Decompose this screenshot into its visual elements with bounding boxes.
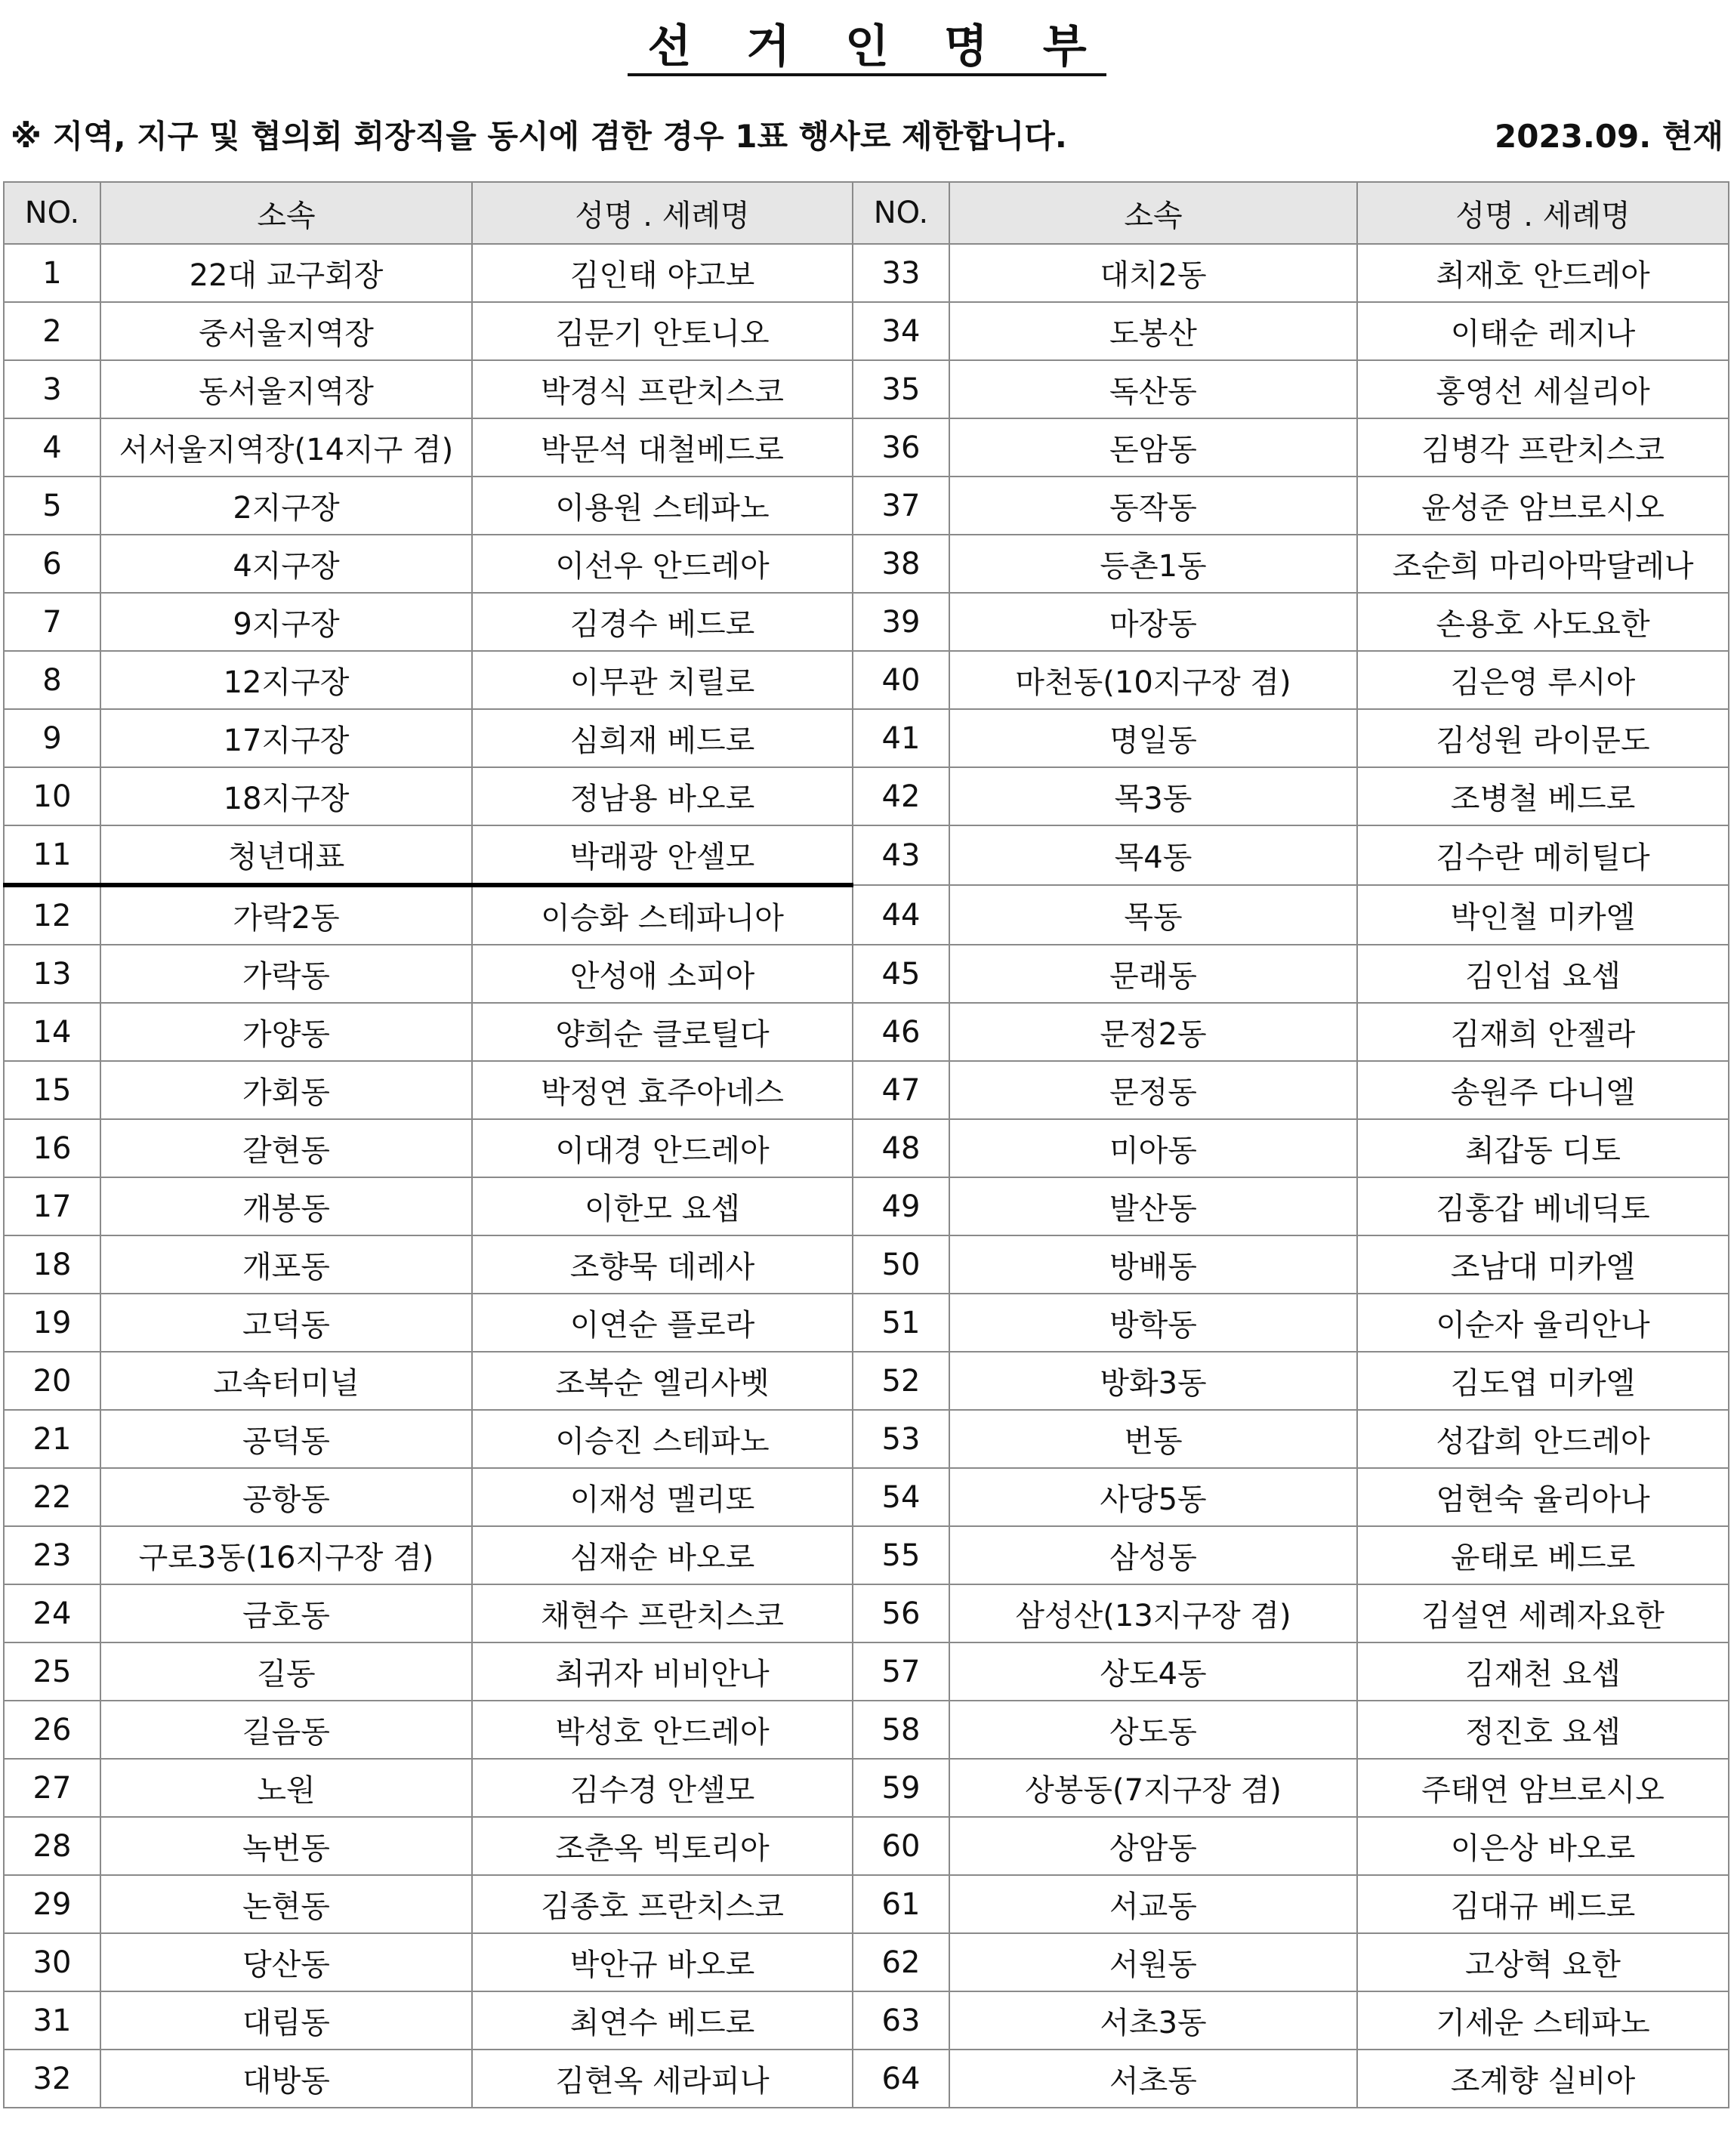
entry-affiliation: 방학동 [949,1294,1357,1352]
header-no: NO. [4,182,100,244]
entry-number: 23 [4,1526,100,1584]
entry-name: 박경식 프란치스코 [472,360,853,418]
entry-name: 정남용 바오로 [472,767,853,825]
table-row [4,1003,1729,1061]
entry-name: 김경수 베드로 [472,593,853,651]
entry-affiliation: 길동 [100,1642,472,1701]
entry-number: 61 [853,1875,949,1933]
entry-name: 김문기 안토니오 [472,302,853,360]
entry-number: 15 [4,1061,100,1119]
entry-name: 조계향 실비아 [1357,2050,1729,2108]
entry-number: 50 [853,1235,949,1294]
entry-affiliation: 공항동 [100,1468,472,1526]
entry-affiliation: 서초3동 [949,1991,1357,2050]
table-row [4,418,1729,477]
entry-number: 1 [4,244,100,302]
entry-name: 최귀자 비비안나 [472,1642,853,1701]
entry-number: 16 [4,1119,100,1177]
entry-number: 37 [853,477,949,535]
entry-number: 46 [853,1003,949,1061]
entry-name: 정진호 요셉 [1357,1701,1729,1759]
entry-name: 박문석 대철베드로 [472,418,853,477]
entry-number: 54 [853,1468,949,1526]
table-row [4,651,1729,709]
table-row [4,1294,1729,1352]
entry-name: 박정연 효주아네스 [472,1061,853,1119]
entry-affiliation: 등촌1동 [949,535,1357,593]
entry-name: 조병철 베드로 [1357,767,1729,825]
entry-name: 조순희 마리아막달레나 [1357,535,1729,593]
entry-affiliation: 문정동 [949,1061,1357,1119]
header-name: 성명 . 세례명 [1357,182,1729,244]
table-row [4,767,1729,825]
entry-affiliation: 목4동 [949,825,1357,885]
entry-number: 59 [853,1759,949,1817]
entry-name: 주태연 암브로시오 [1357,1759,1729,1817]
as-of-date: 2023.09. 현재 [1494,118,1723,155]
entry-affiliation: 서초동 [949,2050,1357,2108]
table-row [4,244,1729,302]
table-row [4,1642,1729,1701]
entry-name: 양희순 클로틸다 [472,1003,853,1061]
entry-number: 41 [853,709,949,767]
header-affiliation: 소속 [100,182,472,244]
entry-name: 김수란 메히틸다 [1357,825,1729,885]
entry-number: 21 [4,1410,100,1468]
entry-number: 27 [4,1759,100,1817]
entry-affiliation: 마장동 [949,593,1357,651]
entry-name: 김재희 안젤라 [1357,1003,1729,1061]
entry-name: 김재천 요셉 [1357,1642,1729,1701]
entry-number: 22 [4,1468,100,1526]
entry-number: 26 [4,1701,100,1759]
entry-name: 이한모 요셉 [472,1177,853,1235]
entry-number: 4 [4,418,100,477]
entry-name: 이선우 안드레아 [472,535,853,593]
entry-name: 김수경 안셀모 [472,1759,853,1817]
entry-number: 63 [853,1991,949,2050]
entry-affiliation: 개봉동 [100,1177,472,1235]
entry-number: 44 [853,885,949,945]
entry-affiliation: 갈현동 [100,1119,472,1177]
table-row [4,825,1729,885]
entry-number: 33 [853,244,949,302]
entry-affiliation: 삼성산(13지구장 겸) [949,1584,1357,1642]
entry-name: 김현옥 세라피나 [472,2050,853,2108]
entry-affiliation: 길음동 [100,1701,472,1759]
entry-affiliation: 명일동 [949,709,1357,767]
entry-affiliation: 방배동 [949,1235,1357,1294]
entry-number: 39 [853,593,949,651]
table-row [4,1468,1729,1526]
entry-affiliation: 서서울지역장(14지구 겸) [100,418,472,477]
entry-affiliation: 상봉동(7지구장 겸) [949,1759,1357,1817]
entry-number: 55 [853,1526,949,1584]
entry-number: 43 [853,825,949,885]
entry-number: 31 [4,1991,100,2050]
entry-affiliation: 서교동 [949,1875,1357,1933]
entry-name: 박성호 안드레아 [472,1701,853,1759]
entry-affiliation: 대치2동 [949,244,1357,302]
table-row [4,1410,1729,1468]
table-row [4,477,1729,535]
table-row [4,360,1729,418]
entry-affiliation: 녹번동 [100,1817,472,1875]
table-row [4,1701,1729,1759]
entry-name: 성갑희 안드레아 [1357,1410,1729,1468]
entry-number: 57 [853,1642,949,1701]
entry-affiliation: 논현동 [100,1875,472,1933]
entry-affiliation: 고덕동 [100,1294,472,1352]
entry-name: 이승진 스테파노 [472,1410,853,1468]
entry-number: 40 [853,651,949,709]
entry-affiliation: 가양동 [100,1003,472,1061]
entry-affiliation: 돈암동 [949,418,1357,477]
entry-name: 손용호 사도요한 [1357,593,1729,651]
entry-affiliation: 대방동 [100,2050,472,2108]
entry-affiliation: 18지구장 [100,767,472,825]
entry-name: 김대규 베드로 [1357,1875,1729,1933]
entry-affiliation: 문래동 [949,945,1357,1003]
header-no: NO. [853,182,949,244]
entry-number: 42 [853,767,949,825]
entry-affiliation: 발산동 [949,1177,1357,1235]
entry-name: 김설연 세례자요한 [1357,1584,1729,1642]
entry-name: 엄현숙 율리아나 [1357,1468,1729,1526]
entry-affiliation: 상도동 [949,1701,1357,1759]
entry-affiliation: 구로3동(16지구장 겸) [100,1526,472,1584]
entry-name: 이용원 스테파노 [472,477,853,535]
table-row [4,1526,1729,1584]
entry-affiliation: 22대 교구회장 [100,244,472,302]
entry-affiliation: 4지구장 [100,535,472,593]
table-row [4,2050,1729,2108]
entry-number: 64 [853,2050,949,2108]
entry-number: 13 [4,945,100,1003]
entry-affiliation: 12지구장 [100,651,472,709]
entry-number: 2 [4,302,100,360]
entry-number: 35 [853,360,949,418]
entry-number: 20 [4,1352,100,1410]
entry-number: 48 [853,1119,949,1177]
entry-name: 심희재 베드로 [472,709,853,767]
table-row [4,1119,1729,1177]
entry-name: 윤성준 암브로시오 [1357,477,1729,535]
table-row [4,885,1729,945]
entry-number: 17 [4,1177,100,1235]
table-row [4,1177,1729,1235]
entry-affiliation: 서원동 [949,1933,1357,1991]
entry-number: 12 [4,885,100,945]
entry-affiliation: 공덕동 [100,1410,472,1468]
entry-name: 윤태로 베드로 [1357,1526,1729,1584]
entry-affiliation: 미아동 [949,1119,1357,1177]
entry-number: 6 [4,535,100,593]
entry-name: 김병각 프란치스코 [1357,418,1729,477]
entry-name: 심재순 바오로 [472,1526,853,1584]
entry-name: 박인철 미카엘 [1357,885,1729,945]
entry-name: 이대경 안드레아 [472,1119,853,1177]
table-row [4,593,1729,651]
entry-number: 36 [853,418,949,477]
entry-name: 김종호 프란치스코 [472,1875,853,1933]
entry-number: 8 [4,651,100,709]
entry-affiliation: 청년대표 [100,825,472,885]
entry-number: 49 [853,1177,949,1235]
entry-name: 김인태 야고보 [472,244,853,302]
entry-affiliation: 금호동 [100,1584,472,1642]
entry-number: 53 [853,1410,949,1468]
entry-number: 29 [4,1875,100,1933]
entry-name: 김홍갑 베네딕토 [1357,1177,1729,1235]
entry-name: 김성원 라이문도 [1357,709,1729,767]
entry-affiliation: 동작동 [949,477,1357,535]
entry-affiliation: 번동 [949,1410,1357,1468]
document-title: 선 거 인 명 부 [0,11,1734,76]
voting-notice: ※ 지역, 지구 및 협의회 회장직을 동시에 겸한 경우 1표 행사로 제한합니다. [11,118,1067,155]
entry-affiliation: 도봉산 [949,302,1357,360]
entry-name: 최연수 베드로 [472,1991,853,2050]
entry-number: 38 [853,535,949,593]
entry-name: 이태순 레지나 [1357,302,1729,360]
table-row [4,1933,1729,1991]
table-row [4,1759,1729,1817]
entry-name: 박래광 안셀모 [472,825,853,885]
table-row [4,1817,1729,1875]
entry-number: 11 [4,825,100,885]
entry-affiliation: 상암동 [949,1817,1357,1875]
table-row [4,945,1729,1003]
entry-number: 58 [853,1701,949,1759]
entry-affiliation: 가락동 [100,945,472,1003]
entry-name: 이승화 스테파니아 [472,885,853,945]
table-row [4,1584,1729,1642]
entry-name: 이재성 멜리또 [472,1468,853,1526]
entry-affiliation: 노원 [100,1759,472,1817]
table-row [4,302,1729,360]
entry-affiliation: 9지구장 [100,593,472,651]
entry-name: 송원주 다니엘 [1357,1061,1729,1119]
entry-affiliation: 마천동(10지구장 겸) [949,651,1357,709]
entry-number: 25 [4,1642,100,1701]
entry-number: 51 [853,1294,949,1352]
entry-affiliation: 개포동 [100,1235,472,1294]
entry-name: 박안규 바오로 [472,1933,853,1991]
table-row [4,1235,1729,1294]
entry-number: 9 [4,709,100,767]
entry-affiliation: 당산동 [100,1933,472,1991]
entry-name: 조춘옥 빅토리아 [472,1817,853,1875]
entry-name: 김인섭 요셉 [1357,945,1729,1003]
entry-affiliation: 중서울지역장 [100,302,472,360]
entry-affiliation: 목동 [949,885,1357,945]
entry-name: 홍영선 세실리아 [1357,360,1729,418]
entry-affiliation: 대림동 [100,1991,472,2050]
entry-affiliation: 17지구장 [100,709,472,767]
entry-number: 19 [4,1294,100,1352]
table-row [4,709,1729,767]
entry-affiliation: 독산동 [949,360,1357,418]
entry-affiliation: 2지구장 [100,477,472,535]
entry-number: 62 [853,1933,949,1991]
entry-number: 10 [4,767,100,825]
entry-number: 28 [4,1817,100,1875]
entry-name: 김은영 루시아 [1357,651,1729,709]
entry-number: 56 [853,1584,949,1642]
entry-number: 3 [4,360,100,418]
entry-name: 이순자 율리안나 [1357,1294,1729,1352]
table-row [4,535,1729,593]
entry-affiliation: 고속터미널 [100,1352,472,1410]
entry-name: 조남대 미카엘 [1357,1235,1729,1294]
entry-name: 이무관 치릴로 [472,651,853,709]
entry-number: 24 [4,1584,100,1642]
entry-affiliation: 방화3동 [949,1352,1357,1410]
entry-name: 최갑동 디토 [1357,1119,1729,1177]
entry-number: 7 [4,593,100,651]
entry-name: 최재호 안드레아 [1357,244,1729,302]
entry-name: 김도엽 미카엘 [1357,1352,1729,1410]
entry-number: 5 [4,477,100,535]
entry-name: 기세운 스테파노 [1357,1991,1729,2050]
entry-affiliation: 목3동 [949,767,1357,825]
entry-affiliation: 사당5동 [949,1468,1357,1526]
table-row [4,1352,1729,1410]
entry-number: 60 [853,1817,949,1875]
table-row [4,1991,1729,2050]
entry-affiliation: 삼성동 [949,1526,1357,1584]
table-header-row [4,182,1729,244]
entry-number: 34 [853,302,949,360]
entry-number: 18 [4,1235,100,1294]
entry-name: 조복순 엘리사벳 [472,1352,853,1410]
entry-name: 이은상 바오로 [1357,1817,1729,1875]
entry-name: 안성애 소피아 [472,945,853,1003]
entry-number: 52 [853,1352,949,1410]
entry-name: 조향묵 데레사 [472,1235,853,1294]
entry-number: 45 [853,945,949,1003]
entry-affiliation: 동서울지역장 [100,360,472,418]
header-affiliation: 소속 [949,182,1357,244]
entry-number: 47 [853,1061,949,1119]
entry-number: 14 [4,1003,100,1061]
entry-affiliation: 문정2동 [949,1003,1357,1061]
entry-name: 이연순 플로라 [472,1294,853,1352]
table-row [4,1875,1729,1933]
voter-roster-table [3,181,1729,2108]
entry-affiliation: 가회동 [100,1061,472,1119]
entry-name: 채현수 프란치스코 [472,1584,853,1642]
entry-affiliation: 상도4동 [949,1642,1357,1701]
entry-number: 32 [4,2050,100,2108]
entry-name: 고상혁 요한 [1357,1933,1729,1991]
entry-number: 30 [4,1933,100,1991]
header-name: 성명 . 세례명 [472,182,853,244]
table-row [4,1061,1729,1119]
entry-affiliation: 가락2동 [100,885,472,945]
